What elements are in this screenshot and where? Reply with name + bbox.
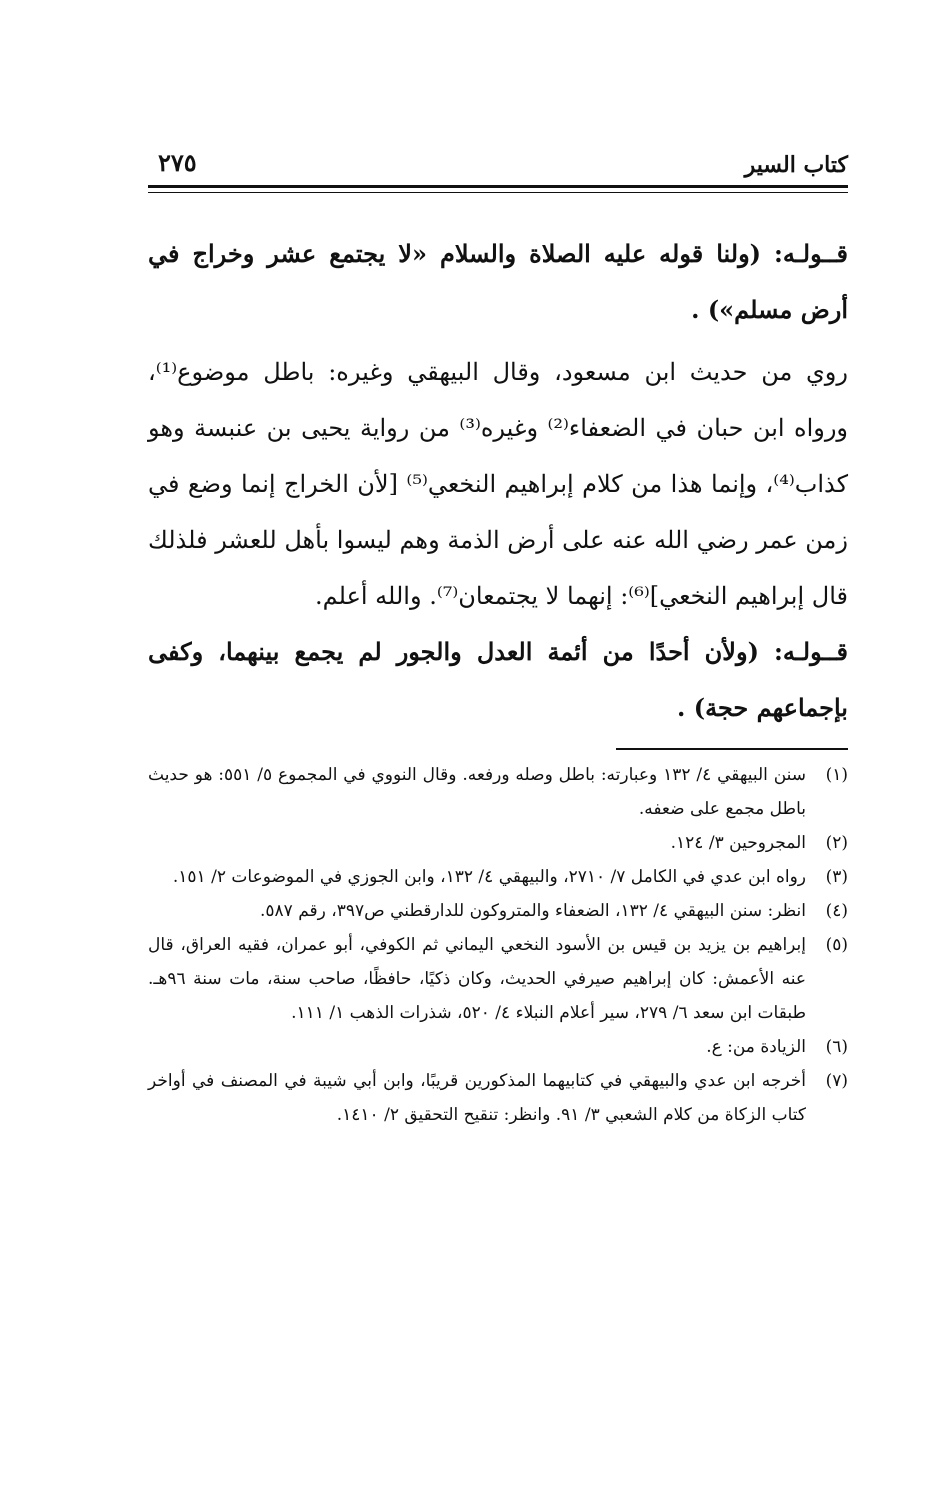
quoted-passage-2: قــولـه: (ولأن أحدًا من أئمة العدل والجور لم يجمع بينهما، وكفى بإجماعهم حجة) .	[148, 637, 848, 722]
chapter-title: كتاب السير	[744, 152, 848, 178]
footnote	[148, 928, 848, 1030]
footnote-text: الزيادة من: ع.	[706, 1037, 806, 1057]
page-number: ٢٧٥	[158, 148, 197, 177]
footnote-number: (١)	[825, 765, 848, 785]
main-text	[148, 226, 848, 736]
footnote-text: رواه ابن عدي في الكامل ٧/ ٢٧١٠، والبيهقي ٤/ ١٣٢، وابن الجوزي في الموضوعات ٢/ ١٥١.	[172, 867, 806, 887]
header-rule-thick	[148, 185, 848, 188]
commentary-paragraph: روي من حديث ابن مسعود، وقال البيهقي وغيره: باطل موضوع⁽¹⁾، ورواه ابن حبان في الضعفاء⁽²⁾ وغيره⁽³⁾ من رواية يحيى بن عنبسة وهو كذاب⁽⁴⁾، وإنما هذا من كلام إبراهيم النخعي⁽⁵⁾ [لأن الخراج إنما وضع في زمن عمر رضي الله عنه على أرض الذمة وهم ليسوا بأهل للعشر فلذلك قال إبراهيم النخعي]⁽⁶⁾: إنهما لا يجتمعان⁽⁷⁾. والله أعلم.	[148, 358, 849, 610]
footnote-number: (٢)	[825, 833, 848, 853]
footnote-separator	[616, 748, 848, 750]
footnote	[148, 826, 848, 860]
footnotes	[148, 758, 848, 1132]
running-header	[148, 142, 848, 182]
footnote-number: (٦)	[825, 1037, 848, 1057]
footnote-number: (٤)	[825, 901, 848, 921]
footnote-number: (٣)	[825, 867, 848, 887]
footnote	[148, 1064, 848, 1132]
footnote-text: سنن البيهقي ٤/ ١٣٢ وعبارته: باطل وصله ورفعه. وقال النووي في المجموع ٥/ ٥٥١: هو حديث باطل مجمع على ضعفه.	[148, 765, 807, 819]
footnote-number: (٥)	[825, 935, 848, 955]
footnote	[148, 758, 848, 826]
footnote-text: انظر: سنن البيهقي ٤/ ١٣٢، الضعفاء والمتروكون للدارقطني ص٣٩٧، رقم ٥٨٧.	[260, 901, 806, 921]
footnote-number: (٧)	[825, 1071, 848, 1091]
quoted-passage-1: قــولـه: (ولنا قوله عليه الصلاة والسلام «لا يجتمع عشر وخراج في أرض مسلم») .	[148, 239, 848, 324]
footnote-text: المجروحين ٣/ ١٢٤.	[670, 833, 806, 853]
footnote	[148, 860, 848, 894]
footnote-text: إبراهيم بن يزيد بن قيس بن الأسود النخعي اليماني ثم الكوفي، أبو عمران، فقيه العراق، قال عنه الأعمش: كان إبراهيم صيرفي الحديث، وكان ذكيًا، حافظًا، صاحب سنة، مات سنة ٩٦هـ. طبقات ابن سعد ٦/ ٢٧٩، سير أعلام النبلاء ٤/ ٥٢٠، شذرات الذهب ١/ ١١١.	[148, 935, 806, 1023]
footnote	[148, 894, 848, 928]
footnote	[148, 1030, 848, 1064]
header-rule-thin	[148, 192, 848, 193]
footnote-text: أخرجه ابن عدي والبيهقي في كتابيهما المذكورين قريبًا، وابن أبي شيبة في المصنف في أواخر كتاب الزكاة من كلام الشعبي ٣/ ٩١. وانظر: تنقيح التحقيق ٢/ ١٤١٠.	[148, 1071, 806, 1125]
